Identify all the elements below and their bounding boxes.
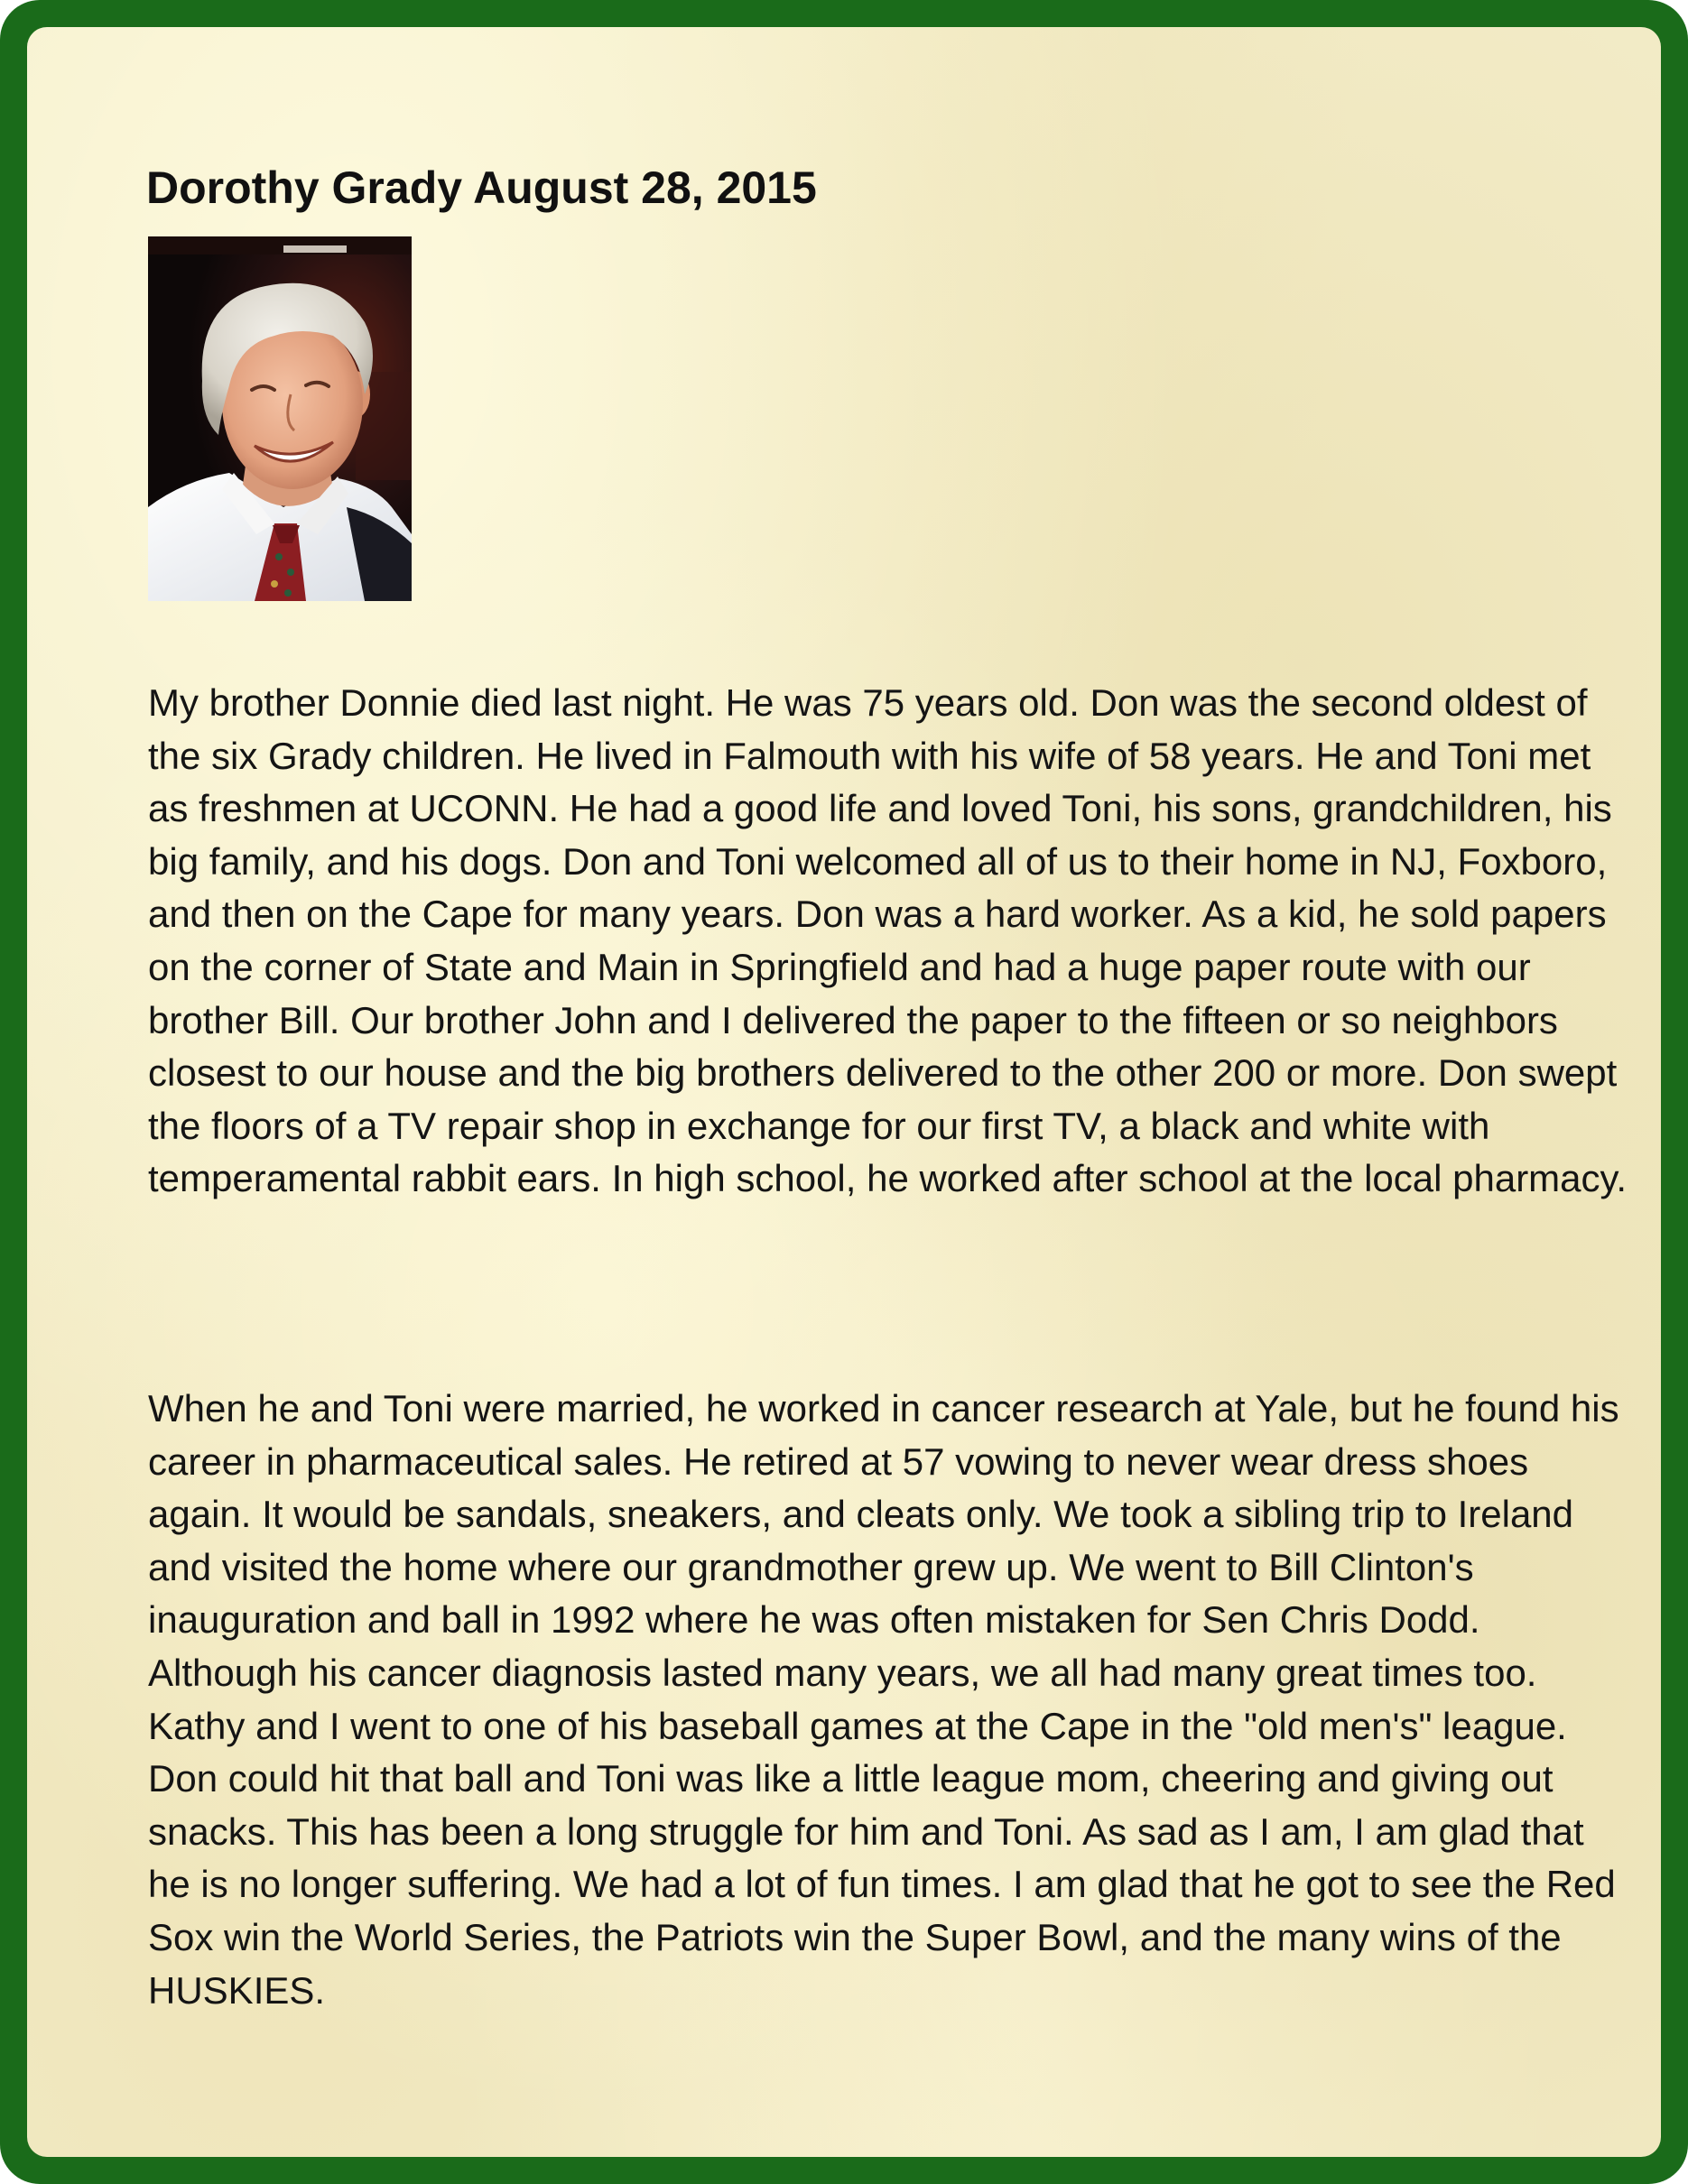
page-title: Dorothy Grady August 28, 2015 xyxy=(146,162,817,213)
paragraph-2: When he and Toni were married, he worked in cancer research at Yale, but he found his career in pharmaceutical sales. He retired at 57 vowing to never wear dress shoes again. It would be sandals, sneakers, and cleats only. We took a sibling trip to Ireland and visited the home where our grandmother grew up. We went to Bill Clinton's inauguration and ball in 1992 where he was often mistaken for Sen Chris Dodd. Although his cancer diagnosis lasted many years, we all had many great times too. Kathy and I went to one of his baseball games at the Cape in the "old men's" league. Don could hit that ball and Toni was like a little league mom, cheering and giving out snacks. This has been a long struggle for him and Toni. As sad as I am, I am glad that he is no longer suffering. We had a lot of fun times. I am glad that he got to see the Red Sox win the World Series, the Patriots win the Super Bowl, and the many wins of the HUSKIES. xyxy=(148,1387,1619,2012)
parchment-panel xyxy=(27,27,1661,2157)
portrait-image xyxy=(148,236,412,601)
portrait-photo xyxy=(148,236,412,601)
paragraph-1: My brother Donnie died last night. He was 75 years old. Don was the second oldest of the six Grady children. He lived in Falmouth with his wife of 58 years. He and Toni met as freshmen at UCONN. He had a good life and loved Toni, his sons, grandchildren, his big family, and his dogs. Don and Toni welcomed all of us to their home in NJ, Foxboro, and then on the Cape for many years. Don was a hard worker. As a kid, he sold papers on the corner of State and Main in Springfield and had a huge paper route with our brother Bill. Our brother John and I delivered the paper to the fifteen or so neighbors closest to our house and the big brothers delivered to the other 200 or more. Don swept the floors of a TV repair shop in exchange for our first TV, a black and white with temperamental rabbit ears. In high school, he worked after school at the local pharmacy. xyxy=(148,681,1628,1200)
